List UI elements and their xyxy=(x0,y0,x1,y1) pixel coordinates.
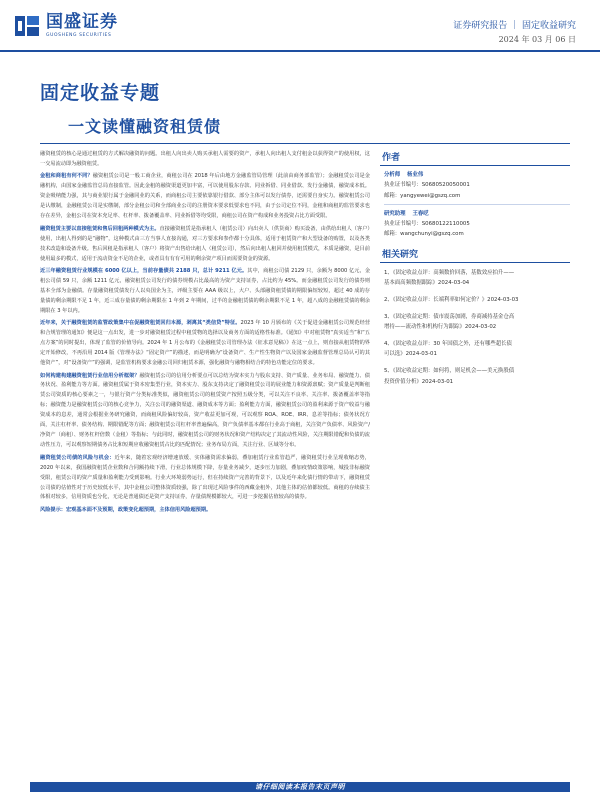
author2-cert: 执业证书编号：S0680122110005 xyxy=(384,221,470,228)
report-category: 证券研究报告 ｜ 固定收益研究 xyxy=(453,21,576,31)
paragraph-leasing-types: 金租和商租有何不同？融资租赁公司是一般工商企业，商租公司在 2018 年后由地方金融监管局管理（此前由商务部监管）；金融租赁公司是金融机构，由国家金融监管总局直接监管。因此金租的融资渠道更加丰富，可以使用股东存款、同业拆借、同业借款、发行金融债，融资成本低。资金吸纳能力强，其与商业银行属于金融同业的关系，而商租公司主要依靠银行借款、部分主体可以发行债券，还需要自身实力。融资租赁公司是认缴制，金融租赁公司是实缴制，部分金租公司和全部商业公司的注册资本要求低要求也不同，由于公司定位不同，金租和商租的监管要求也存在差异，金租公司在资本充足率、杠杆率、拨备覆盖率、同业拆借等均受限，商租公司在资产构成和业务投资占比方面受限。 xyxy=(40,173,370,220)
author-1 xyxy=(380,166,570,205)
paragraph-risk-opportunity: 融资租赁公司债的风险与机会：近年来，随着宏观经济增速放缓、实体融资需求偏弱，叠加租赁行业监管趋严，融资租赁行业呈现收缩态势，2020 年以来，我国融资租赁企业数和合同额持续下滑，行业总体规模下降，存量业务减少，逐步压力加剧，叠加疫情政策影响，城投非标融资受限，租赁公司的资产质量和盈利能力受到影响。行业大环境弱势运行，但在持续资产完善的背景下，以及近年来化债行情的带动下，融资租赁公司债的估值性对于历史较低水平，其中金租公司整体资质较强，除了出现过风险事件的西藏金租外，其他主体的估值都较低。商租的存续债主体相对较多，信用资质也分化，无论是普通债还是资产支持证券，存量债规模都较大，可进一步挖掘估值较高的债券。 xyxy=(40,454,370,501)
sidebar xyxy=(380,150,570,387)
author1-name: 杨业伟 xyxy=(407,172,424,178)
title-divider xyxy=(40,143,570,144)
author1-role: 分析师 xyxy=(384,172,401,178)
authors-heading: 作者 xyxy=(380,150,570,166)
related-item[interactable]: 2、《固定收益点评：长端利率如何定价？》2024-03-03 xyxy=(384,296,519,303)
related-research-heading: 相关研究 xyxy=(380,247,570,263)
report-body xyxy=(40,150,370,518)
paragraph-intro: 融资租赁的核心是通过租赁的方式解决融资的问题。出租人向出卖人购买承租人需要的资产，承租人向出租人支付租金以获得资产的使用权，这一交易流动即为融资租赁。 xyxy=(40,151,370,167)
logo-text-cn: 国盛证券 xyxy=(46,12,118,32)
author2-role: 研究助理 xyxy=(384,210,406,217)
related-item[interactable]: 3、《固定收益定期：债市震荡加剧，券商减持基金仓高 增持——流动性和机构行为跟踪》2024-03-02 xyxy=(384,313,515,331)
header-divider xyxy=(0,50,600,52)
author1-email[interactable]: 邮箱：yangyewei@gszq.com xyxy=(384,191,570,205)
paragraph-credit-framework: 如何构建构建融资租赁行业信用分析框架？融资租赁公司的信用分析要点可以总结为资本实力与股东支持、资产质量、业务布局、融资能力、债务状况、盈利能力等方面。融资租赁属于资本密集型行业，资本实力、股东支持决定了融资租赁公司的展业能力和资源禀赋；资产质量是判断租赁公司资质的核心要素之一，与银行资产分类标准类似，融资租赁公司的租赁资产按照五级分类，可以关注不良率、关注率、拨备覆盖率等指标；融资能力是融资租赁公司的核心竞争力，关注公司的融资渠道、融资成本等方面；盈利能力方面，融资租赁公司的盈利来源于资产收益与融资成本的息差，通常会根据业务研究融资，而商租风险偏好较高，资产收益更加可观，可以观察 ROA、ROE、IRR、息差等指标；债务状况方面，关注杠杆率、债务结构、期限错配等方面；融资租赁公司杠杆率普遍偏高，资产负债率基本都在行业高于商租，关注资产负债率、风险资产/净资产（商租）、财务杠杆倍数（金租）等指标；与此同时，融资租赁公司的财务状况和资产结构决定了其流动性风险，关注期限错配和负债的流动性压力，可以观察短期债务占比和短期应收融资租赁占比的匹配情况；业务布局方面，关注行业、区域等分布。 xyxy=(40,372,370,449)
author2-name: 王春呓 xyxy=(412,210,429,217)
related-item[interactable]: 4、《固定收益点评：30 年国债之外，还有哪些超长债 可以选》2024-03-01 xyxy=(384,340,512,358)
paragraph-risk-warning: 风险提示：宏观基本面不及预期，政策变化超预期，主体信用风险超预期。 xyxy=(40,506,212,513)
paragraph-scale: 近三年融资租赁行业规模在 6000 亿以上，当前存量债共 2188 只，总计 9211 亿元。其中，商租公司债 2129 只，余额为 8000 亿元，金租公司债 59 只，余额 1211 亿元，融资租赁公司发行的债券规模占比最高的为资产支持证券，占比约为 45%。而金融租赁公司发行的债券则基本全部为金融债。存量融资租赁债发行人以央国企为主，评级主要在 AAA 级以上，大户、头部融资租赁债的期限偏短较短，超过 40 成的存量债的剩余期限不足 1 年，近三成存量债的剩余期限在 1 年到 2 年期间，过半的金融租赁债的剩余期限不足 1 年，超八成的金融租赁债的剩余期限在 3 年以内。 xyxy=(40,267,371,314)
guosheng-logo-icon xyxy=(14,14,40,38)
footer-disclaimer: 请仔细阅读本报告末页声明 xyxy=(255,782,345,791)
related-item[interactable]: 1、《固定收益点评：高频数价回落，基数效应拍升—— 基本面高频数据跟踪》2024-03-04 xyxy=(384,269,515,287)
author1-cert: 执业证书编号：S0680520050001 xyxy=(384,182,470,189)
company-logo xyxy=(14,14,118,38)
author2-email[interactable]: 邮箱：wangchunyi@gszq.com xyxy=(384,231,464,238)
author-2 xyxy=(380,205,570,243)
report-header xyxy=(0,0,600,48)
report-date: 2024 年 03 月 06 日 xyxy=(498,35,576,44)
related-item[interactable]: 5、《固定收益定期：如何将，则足机会——美元换股债 投资价值分析》2024-03-01 xyxy=(384,367,515,385)
report-subtitle: 一文读懂融资租赁债 xyxy=(68,117,222,136)
logo-text-en: GUOSHENG SECURITIES xyxy=(46,33,112,38)
report-title: 固定收益专题 xyxy=(40,82,161,104)
paragraph-models: 融资租赁主要以直接租赁和售后回租两种模式为主。直接融资租赁是指承租人（租赁公司）向出卖人（供货商）购买设备，由供给出租人（客户）使用，出租人得到的是“融物”，这种模式由三方当事人直接沟通，对三方要求和参作都十分具体，适用于租赁资产和大型设备的购置，以及各类技术改造和设备升级。售后回租是指承租人（客户）将资产出售给出租人（租赁公司），然后向出租人租回并使用租赁模式，本质是融资，是目前使用最多的模式，适用于流动资金不足的企业，或者具有有有可用的剩余资产项目而需要资金的资源。 xyxy=(40,225,370,262)
paragraph-regulation: 近年来，关于融资租赁的监管政策集中在促融资租赁回归本源，剥离其“类信贷”特征。2023 年 10 月颁布的《关于促进金融租赁公司规范经营和合规管理的通知》便是这一点出发，进一步对融资租赁过程中租赁物的选择以及商务方面的适格性标准。《通知》中对租赁物“真实适当”和“五点方案”的同时提出，体现了监管的价值导向。2024 年 1 月公布的《金融租赁公司管理办法（征求意见稿）》在这一点上，则直接从租赁物的界定开始修改，不再沿用 2014 版《管理办法》“固定资产”的描述，而是明确为“设备资产、生产性生物资产以及国家金融监督管理总局认可的其他资产”，对“设备资产”的强调，是监管机构要求金融公司回归租赁本源，强化融资与融物相结合的特色功能定位的要求。 xyxy=(40,320,371,367)
